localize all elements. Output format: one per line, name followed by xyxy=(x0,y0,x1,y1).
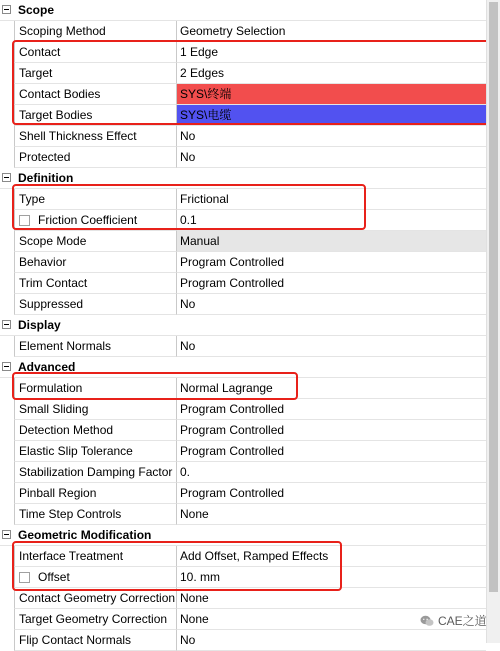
property-name xyxy=(14,294,176,315)
property-row-time-step-controls[interactable] xyxy=(0,504,486,525)
property-label: Formulation xyxy=(19,381,83,395)
property-row-offset[interactable] xyxy=(0,567,486,588)
property-label: Contact xyxy=(19,45,61,59)
property-label: Offset xyxy=(38,570,70,584)
property-label: Target xyxy=(19,66,53,80)
collapse-toggle-icon[interactable] xyxy=(2,173,11,182)
vertical-scrollbar[interactable] xyxy=(486,0,500,643)
property-name xyxy=(14,378,176,399)
property-name xyxy=(14,63,176,84)
property-row-type[interactable] xyxy=(0,189,486,210)
property-name xyxy=(14,42,176,63)
property-value[interactable]: No xyxy=(176,336,486,357)
property-name xyxy=(14,441,176,462)
property-label: Elastic Slip Tolerance xyxy=(19,444,133,458)
property-name xyxy=(14,189,176,210)
property-value[interactable]: Program Controlled xyxy=(176,483,486,504)
property-name xyxy=(14,588,176,609)
property-name xyxy=(14,420,176,441)
collapse-toggle-icon[interactable] xyxy=(2,5,11,14)
property-value[interactable]: Geometry Selection xyxy=(176,21,486,42)
property-value[interactable]: No xyxy=(176,294,486,315)
property-row-small-sliding[interactable] xyxy=(0,399,486,420)
section-title: Advanced xyxy=(18,360,76,374)
property-name xyxy=(14,483,176,504)
property-row-flip-contact-normals[interactable] xyxy=(0,630,486,651)
property-value[interactable]: Program Controlled xyxy=(176,252,486,273)
property-label: Contact Bodies xyxy=(19,87,101,101)
property-value[interactable]: No xyxy=(176,147,486,168)
property-label: Contact Geometry Correction xyxy=(19,591,176,605)
property-label: Trim Contact xyxy=(19,276,88,290)
property-label: Time Step Controls xyxy=(19,507,122,521)
property-value[interactable]: 1 Edge xyxy=(176,42,486,63)
property-row-target-geometry-correction[interactable] xyxy=(0,609,486,630)
wechat-icon xyxy=(420,615,434,627)
property-name xyxy=(14,336,176,357)
property-name xyxy=(14,630,176,651)
property-value[interactable]: 0.1 xyxy=(176,210,486,231)
property-value[interactable]: None xyxy=(176,609,486,630)
section-header-geometric-modification[interactable] xyxy=(0,525,486,546)
property-name xyxy=(14,210,176,231)
property-name xyxy=(14,462,176,483)
property-name xyxy=(14,105,176,126)
property-row-element-normals[interactable] xyxy=(0,336,486,357)
property-label: Small Sliding xyxy=(19,402,89,416)
section-title: Scope xyxy=(18,3,55,17)
collapse-toggle-icon[interactable] xyxy=(2,362,11,371)
property-label: Friction Coefficient xyxy=(38,213,138,227)
property-name xyxy=(14,126,176,147)
property-row-target[interactable] xyxy=(0,63,486,84)
property-label: Element Normals xyxy=(19,339,112,353)
property-value[interactable]: Program Controlled xyxy=(176,441,486,462)
property-value[interactable]: No xyxy=(176,126,486,147)
property-row-shell-thickness-effect[interactable] xyxy=(0,126,486,147)
property-name xyxy=(14,84,176,105)
property-name xyxy=(14,273,176,294)
section-header-advanced[interactable] xyxy=(0,357,486,378)
property-label: Target Bodies xyxy=(19,108,93,122)
property-label: Protected xyxy=(19,150,71,164)
property-row-interface-treatment[interactable] xyxy=(0,546,486,567)
property-name xyxy=(14,231,176,252)
parameter-checkbox[interactable] xyxy=(19,572,30,583)
collapse-toggle-icon[interactable] xyxy=(2,320,11,329)
property-label: Pinball Region xyxy=(19,486,97,500)
property-label: Suppressed xyxy=(19,297,84,311)
property-row-stabilization-damping-factor[interactable] xyxy=(0,462,486,483)
property-name xyxy=(14,609,176,630)
property-label: Scope Mode xyxy=(19,234,87,248)
property-label: Flip Contact Normals xyxy=(19,633,132,647)
property-value[interactable]: 10. mm xyxy=(176,567,486,588)
parameter-checkbox[interactable] xyxy=(19,215,30,226)
property-value[interactable]: Program Controlled xyxy=(176,399,486,420)
property-row-detection-method[interactable] xyxy=(0,420,486,441)
section-title: Display xyxy=(18,318,61,332)
property-value[interactable]: Frictional xyxy=(176,189,486,210)
property-label: Detection Method xyxy=(19,423,114,437)
property-row-friction-coefficient[interactable] xyxy=(0,210,486,231)
property-label: Target Geometry Correction xyxy=(19,612,168,626)
property-row-formulation[interactable] xyxy=(0,378,486,399)
property-value[interactable]: None xyxy=(176,504,486,525)
property-value[interactable]: Add Offset, Ramped Effects xyxy=(176,546,486,567)
property-label: Interface Treatment xyxy=(19,549,124,563)
property-row-contact-bodies[interactable] xyxy=(0,84,486,105)
property-name xyxy=(14,504,176,525)
property-name xyxy=(14,252,176,273)
property-value[interactable]: None xyxy=(176,588,486,609)
property-value[interactable]: SYS\终端 xyxy=(176,84,486,105)
property-value[interactable]: 2 Edges xyxy=(176,63,486,84)
property-row-scoping-method[interactable] xyxy=(0,21,486,42)
property-row-scope-mode[interactable] xyxy=(0,231,486,252)
property-row-pinball-region[interactable] xyxy=(0,483,486,504)
scrollbar-thumb[interactable] xyxy=(489,2,498,592)
property-value[interactable]: Manual xyxy=(176,231,486,252)
property-label: Stabilization Damping Factor xyxy=(19,465,173,479)
property-row-elastic-slip-tolerance[interactable] xyxy=(0,441,486,462)
property-row-suppressed[interactable] xyxy=(0,294,486,315)
property-row-contact[interactable] xyxy=(0,42,486,63)
property-value[interactable]: SYS\电缆 xyxy=(176,105,486,126)
property-name xyxy=(14,399,176,420)
watermark xyxy=(420,612,487,629)
property-row-trim-contact[interactable] xyxy=(0,273,486,294)
property-value[interactable]: Program Controlled xyxy=(176,273,486,294)
property-row-behavior[interactable] xyxy=(0,252,486,273)
property-row-contact-geometry-correction[interactable] xyxy=(0,588,486,609)
property-value[interactable]: Normal Lagrange xyxy=(176,378,486,399)
property-row-target-bodies[interactable] xyxy=(0,105,486,126)
property-value[interactable]: Program Controlled xyxy=(176,420,486,441)
property-name xyxy=(14,567,176,588)
watermark-text: CAE之道 xyxy=(438,614,487,628)
property-name xyxy=(14,147,176,168)
property-row-protected[interactable] xyxy=(0,147,486,168)
section-header-scope[interactable] xyxy=(0,0,486,21)
property-label: Type xyxy=(19,192,46,206)
property-name xyxy=(14,21,176,42)
section-title: Geometric Modification xyxy=(18,528,152,542)
property-label: Shell Thickness Effect xyxy=(19,129,137,143)
section-header-definition[interactable] xyxy=(0,168,486,189)
section-header-display[interactable] xyxy=(0,315,486,336)
section-title: Definition xyxy=(18,171,74,185)
collapse-toggle-icon[interactable] xyxy=(2,530,11,539)
property-value[interactable]: No xyxy=(176,630,486,651)
property-label: Behavior xyxy=(19,255,67,269)
property-label: Scoping Method xyxy=(19,24,106,38)
property-value[interactable]: 0. xyxy=(176,462,486,483)
property-name xyxy=(14,546,176,567)
